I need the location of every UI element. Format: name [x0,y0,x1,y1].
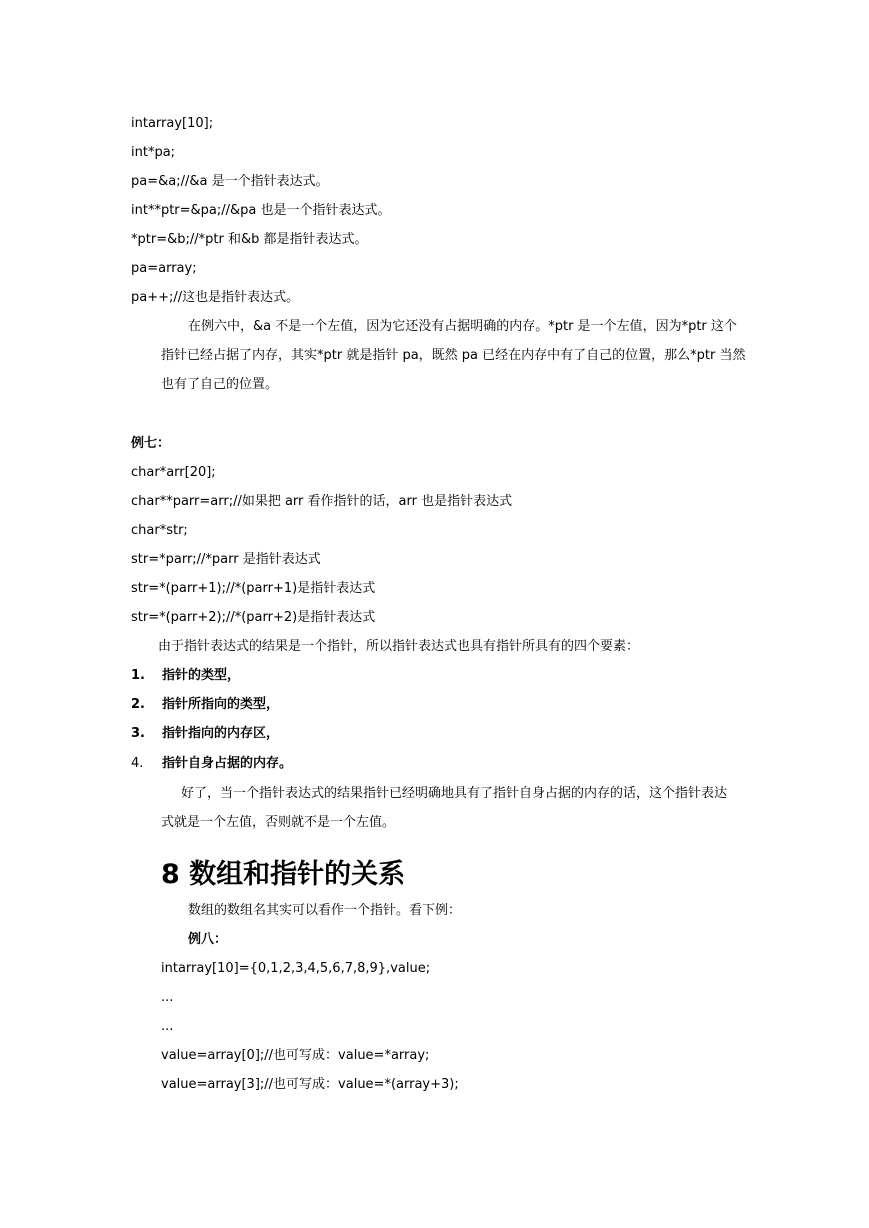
code-line: int**ptr=&pa;//&pa 也是一个指针表达式。 [131,203,391,218]
paragraph-line: 式就是一个左值，否则就不是一个左值。 [161,815,396,830]
code-line: pa++;//这也是指针表达式。 [131,290,300,305]
list-item: 指针的类型， [162,668,241,683]
code-line: intarray[10]={0,1,2,3,4,5,6,7,8,9},value; [161,961,431,976]
paragraph-line: 数组的数组名其实可以看作一个指针。看下例： [188,903,462,918]
list-item: 指针自身占据的内存。 [162,756,293,771]
list-number: 1. [131,668,145,683]
list-item: 指针所指向的类型， [162,697,280,712]
code-line: char**parr=arr;//如果把 arr 看作指针的话，arr 也是指针表达式 [131,494,513,509]
code-line: str=*(parr+2);//*(parr+2)是指针表达式 [131,610,376,625]
paragraph-line: 在例六中，&a 不是一个左值，因为它还没有占据明确的内存。*ptr 是一个左值，因为*ptr 这个 [188,319,737,334]
paragraph-line: 好了，当一个指针表达式的结果指针已经明确地具有了指针自身占据的内存的话，这个指针表达 [181,786,728,801]
code-line: ... [161,990,174,1005]
example-heading: 例八： [188,932,228,947]
section-heading: 8 数组和指针的关系 [161,859,406,890]
code-line: *ptr=&b;//*ptr 和&b 都是指针表达式。 [131,232,368,247]
list-number: 2. [131,697,145,712]
code-line: char*arr[20]; [131,465,216,480]
code-line: pa=&a;//&a 是一个指针表达式。 [131,174,329,189]
code-line: value=array[0];//也可写成：value=*array; [161,1048,430,1063]
code-line: str=*parr;//*parr 是指针表达式 [131,552,321,567]
paragraph-line: 也有了自己的位置。 [161,377,279,392]
code-line: char*str; [131,523,188,538]
code-line: intarray[10]; [131,116,214,131]
list-item: 指针指向的内存区， [162,726,280,741]
paragraph-line: 指针已经占据了内存，其实*ptr 就是指针 pa，既然 pa 已经在内存中有了自己的位置，那么*ptr 当然 [161,348,746,363]
code-line: int*pa; [131,145,176,160]
code-line: pa=array; [131,261,197,276]
list-number: 3. [131,726,145,741]
list-number: 4. [131,756,144,771]
code-line: ... [161,1019,174,1034]
code-line: value=array[3];//也可写成：value=*(array+3); [161,1077,459,1092]
example-heading: 例七： [131,436,171,451]
paragraph-line: 由于指针表达式的结果是一个指针，所以指针表达式也具有指针所具有的四个要素： [158,639,640,654]
code-line: str=*(parr+1);//*(parr+1)是指针表达式 [131,581,376,596]
